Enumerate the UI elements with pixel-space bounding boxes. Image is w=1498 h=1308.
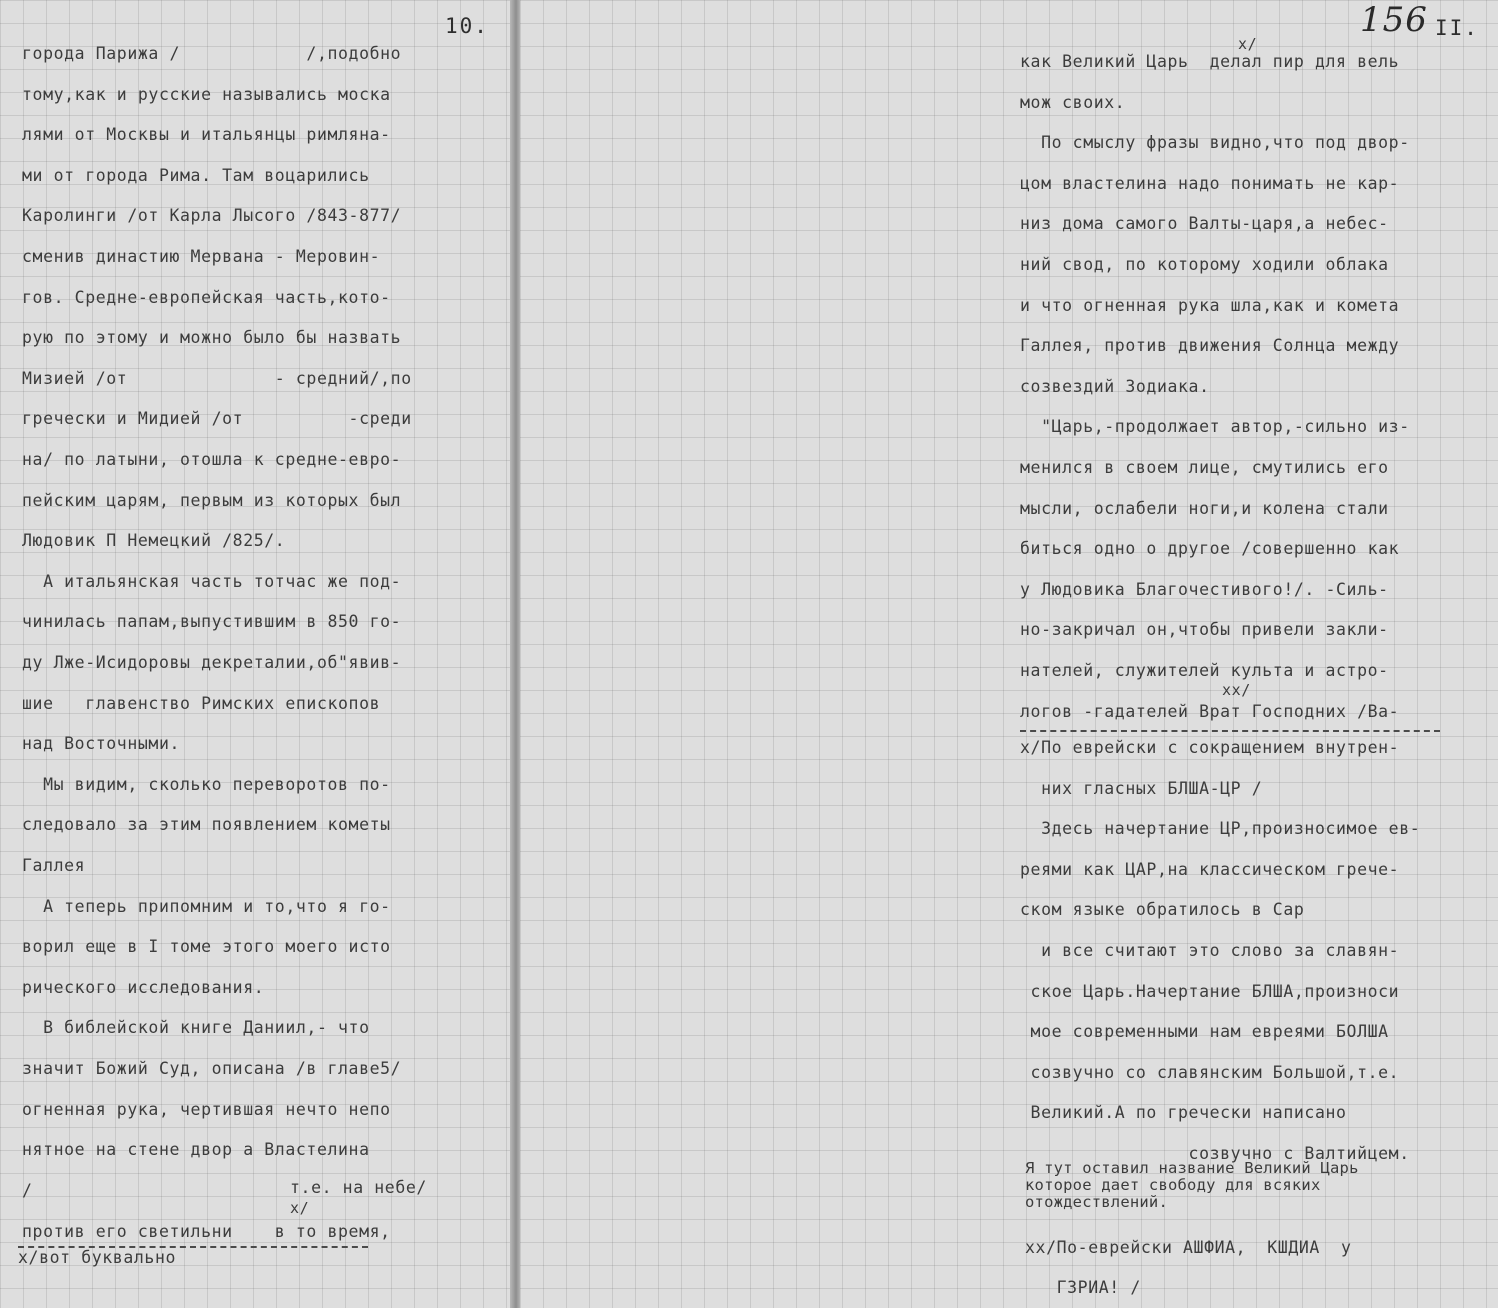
text-line: цом властелина надо понимать не кар- [1020, 173, 1400, 193]
text-line: у Людовика Благочестивого!/. -Силь- [1020, 579, 1389, 599]
text-line: гов. Средне-европейская часть,кото- [22, 287, 391, 307]
text-line: мож своих. [1020, 92, 1126, 112]
text-line: ний свод, по которому ходили облака [1020, 255, 1389, 274]
text-line: Людовик П Немецкий /825/. [22, 531, 286, 551]
text-line: менился в своем лице, смутились его [1020, 458, 1389, 477]
text-line: города Парижа / /,подобно [22, 44, 402, 63]
left-page [0, 0, 512, 1308]
text-line: нятное на стене двор а Властелина [22, 1140, 370, 1160]
text-line: гречески и Мидией /от -среди [22, 409, 412, 429]
text-line: низ дома самого Валты-царя,а небес- [1020, 214, 1389, 234]
text-line: пейским царям, первым из которых был [22, 490, 402, 510]
text-line: ГЗРИА! / [1025, 1278, 1141, 1297]
text-line: реями как ЦАР,на классическом грече- [1020, 859, 1400, 879]
text-line: ское Царь.Начертание БЛША,произноси [1020, 981, 1400, 1001]
text-line: лями от Москвы и итальянцы римляна- [22, 125, 391, 145]
text-line: и все считают это слово за славян- [1020, 941, 1400, 960]
text-line: хх/По-еврейски АШФИА, КШДИА у [1025, 1238, 1352, 1257]
page-number-left: 10. [445, 14, 489, 38]
text-line: и что огненная рука шла,как и комета [1020, 295, 1400, 315]
text-line: над Восточными. [22, 734, 181, 754]
text-line: которое дает свободу для всяких [1025, 1176, 1321, 1194]
text-line: Мизией /от - средний/,по [22, 368, 412, 388]
text-line: на/ по латыни, отошла к средне-евро- [22, 450, 402, 469]
text-line: них гласных БЛША-ЦР / [1020, 778, 1263, 798]
text-line: Каролинги /от Карла Лысого /843-877/ [22, 206, 402, 226]
text-line: Великий.А по гречески написано [1020, 1103, 1347, 1123]
text-line: Мы видим, сколько переворотов по- [22, 774, 391, 794]
handwritten-page-number: 156 [1360, 0, 1428, 40]
text-line: значит Божий Суд, описана /в главе5/ [22, 1059, 402, 1078]
text-line: нателей, служителей культа и астро- [1020, 661, 1389, 680]
text-line: В библейской книге Даниил,- что [22, 1018, 370, 1038]
text-line: рического исследования. [22, 977, 265, 997]
footnote-mark-x-right: х/ [1238, 35, 1258, 53]
text-line: огненная рука, чертившая нечто непо [22, 1099, 391, 1119]
text-line: "Царь,-продолжает автор,-сильно из- [1020, 417, 1410, 437]
text-line: как Великий Царь делал пир для вель [1020, 52, 1400, 71]
text-line: созвучно со славянским Большой,т.е. [1020, 1062, 1400, 1082]
text-line: сменив династию Мервана - Меровин- [22, 247, 381, 266]
fragment-against: против его светильни в то время, [22, 1222, 391, 1241]
text-line: созвездий Зодиака. [1020, 376, 1210, 396]
text-line: / [22, 1180, 33, 1200]
page-number-right: II. [1435, 16, 1479, 40]
footnote-mark-xx: хх/ [1222, 681, 1251, 699]
text-line: созвучно с Валтийцем. [1020, 1144, 1410, 1163]
text-line: Галлея [22, 856, 86, 875]
footnote-left: х/вот буквально [18, 1248, 177, 1267]
fragment-on-sky: т.е. на небе/ [290, 1178, 427, 1197]
text-line: ми от города Рима. Там воцарились [22, 165, 370, 185]
text-line: ду Лже-Исидоровы декреталии,об"явив- [22, 653, 402, 672]
text-line: биться одно о другое /совершенно как [1020, 539, 1400, 559]
text-line: Галлея, против движения Солнца между [1020, 336, 1400, 356]
text-line: рую по этому и можно было бы назвать [22, 328, 402, 348]
text-line: шие главенство Римских епископов [22, 693, 381, 713]
text-line: чинилась папам,выпустившим в 850 го- [22, 612, 402, 632]
right-page [520, 0, 1498, 1308]
text-line: мысли, ослабели ноги,и колена стали [1020, 498, 1389, 518]
text-line: но-закричал он,чтобы привели закли- [1020, 620, 1389, 640]
text-line: тому,как и русские назывались моска [22, 84, 391, 104]
footnote-mark-x: х/ [290, 1199, 310, 1217]
text-line: следовало за этим появлением кометы [22, 815, 391, 835]
text-line: мое современными нам евреями БОЛША [1020, 1022, 1389, 1042]
footnote-divider-right [1020, 730, 1440, 732]
text-line: отождествлений. [1025, 1193, 1168, 1211]
text-line: А итальянская часть тотчас же под- [22, 571, 402, 591]
text-line: логов -гадателей Врат Господних /Ва- [1020, 701, 1400, 721]
text-line: Я тут оставил название Великий Царь [1025, 1159, 1359, 1177]
text-line: х/По еврейски с сокращением внутрен- [1020, 738, 1400, 757]
text-line: А теперь припомним и то,что я го- [22, 896, 391, 916]
text-line: По смыслу фразы видно,что под двор- [1020, 133, 1410, 153]
text-line: ском языке обратилось в Сар [1020, 900, 1305, 920]
text-line: ворил еще в I томе этого моего исто [22, 937, 391, 957]
text-line: Здесь начертание ЦР,произносимое ев- [1020, 819, 1421, 839]
